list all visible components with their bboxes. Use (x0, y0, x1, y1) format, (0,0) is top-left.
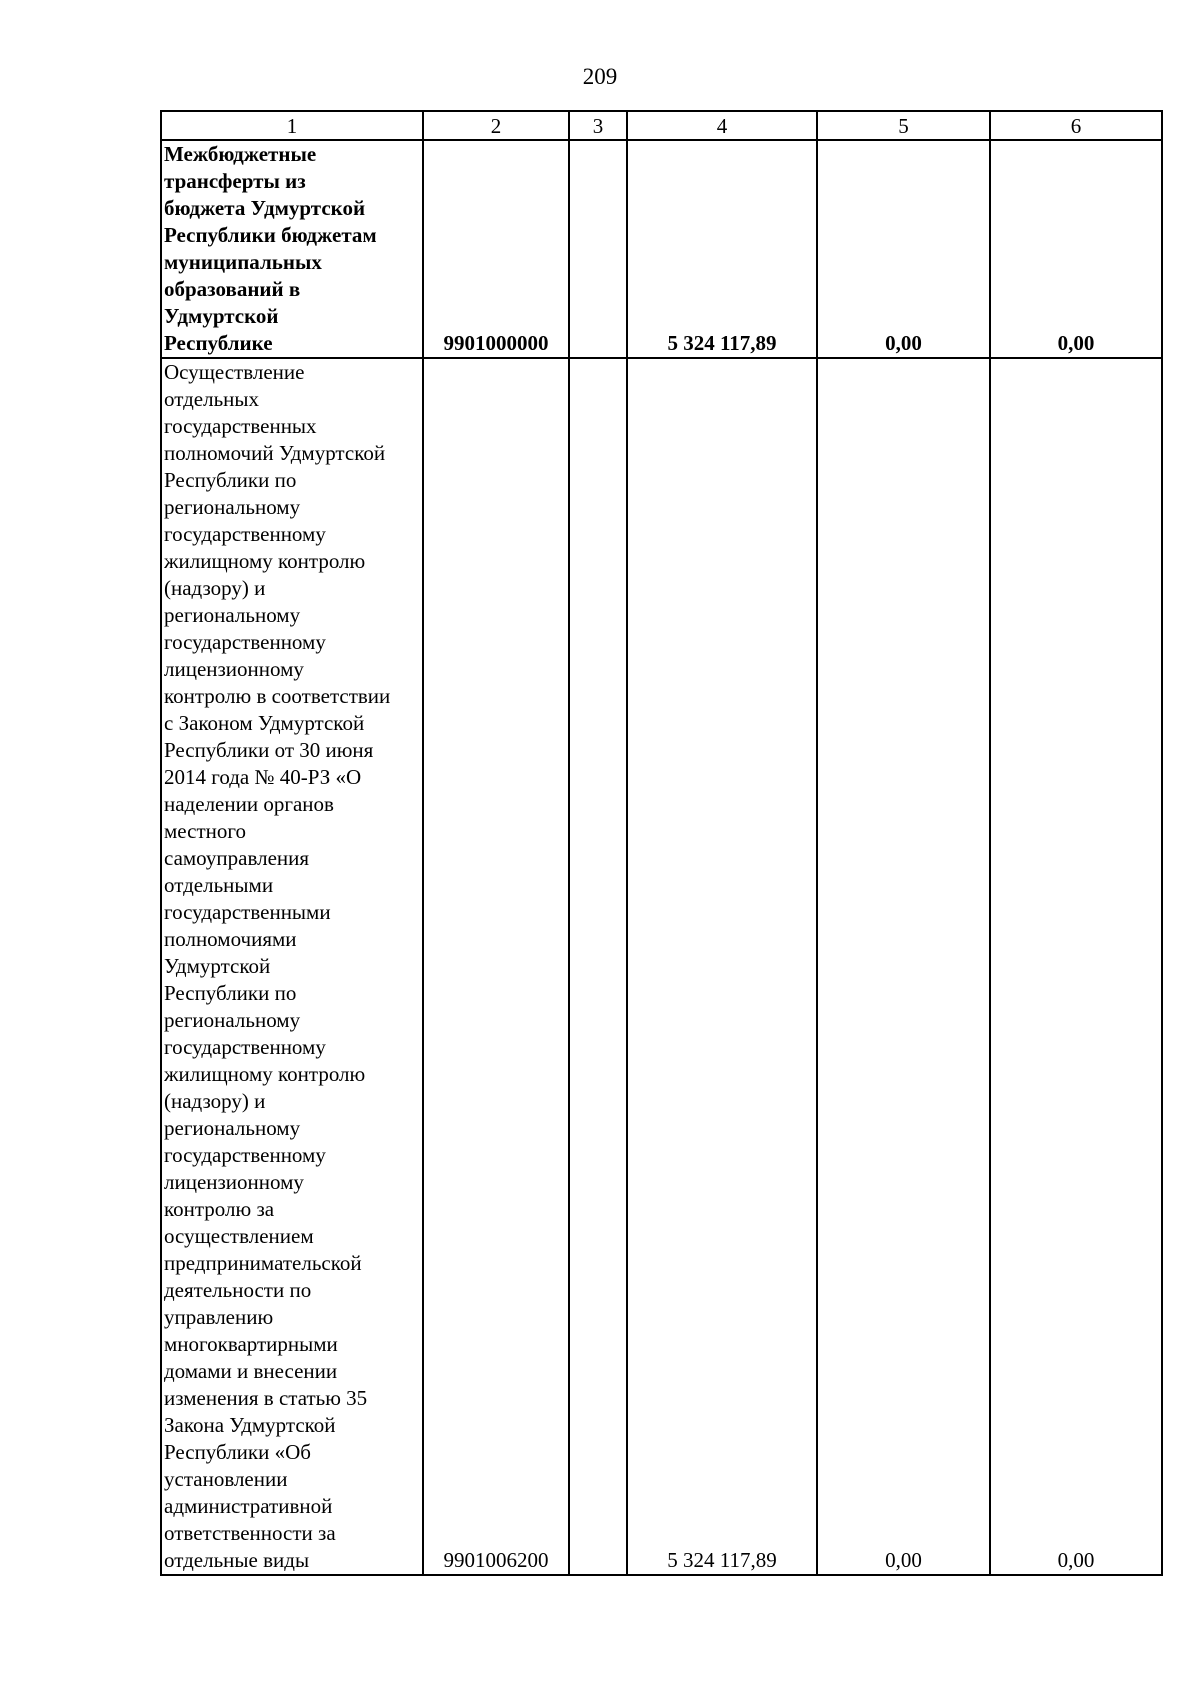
description-line: самоуправления (164, 846, 310, 870)
description-line: предпринимательской (164, 1251, 362, 1275)
description-line: Межбюджетные (164, 142, 317, 166)
description-line: местного (164, 819, 246, 843)
description-line: Республики бюджетам (164, 223, 377, 247)
header-cell-2: 2 (423, 111, 569, 140)
header-cell-5: 5 (817, 111, 990, 140)
description-line: региональному (164, 603, 301, 627)
description-line: лицензионному (164, 657, 304, 681)
description-line: Республики по (164, 468, 297, 492)
row-col6: 0,00 (990, 358, 1162, 1575)
description-line: ответственности за (164, 1521, 336, 1545)
description-line: региональному (164, 1008, 301, 1032)
budget-table (160, 110, 1163, 1576)
description-line: жилищному контролю (164, 1062, 366, 1086)
header-cell-1: 1 (161, 111, 423, 140)
description-line: государственному (164, 1143, 326, 1167)
description-line: управлению (164, 1305, 274, 1329)
description-line: государственному (164, 630, 326, 654)
description-line: (надзору) и (164, 1089, 266, 1113)
description-line: государственному (164, 522, 326, 546)
header-cell-4: 4 (627, 111, 817, 140)
description-line: образований в (164, 277, 301, 301)
row-amount: 5 324 117,89 (627, 140, 817, 358)
description-line: государственных (164, 414, 317, 438)
description-line: лицензионному (164, 1170, 304, 1194)
description-line: государственными (164, 900, 331, 924)
description-line: региональному (164, 1116, 301, 1140)
description-line: отдельные виды (164, 1548, 310, 1572)
description-line: отдельных (164, 387, 260, 411)
description-line: установлении (164, 1467, 288, 1491)
description-line: Закона Удмуртской (164, 1413, 336, 1437)
description-line: Удмуртской (164, 304, 279, 328)
description-line: отдельными (164, 873, 274, 897)
description-line: муниципальных (164, 250, 322, 274)
description-line: наделении органов (164, 792, 334, 816)
row-code: 9901006200 (423, 358, 569, 1575)
description-line: бюджета Удмуртской (164, 196, 366, 220)
row-code: 9901000000 (423, 140, 569, 358)
row-col6: 0,00 (990, 140, 1162, 358)
row-col5: 0,00 (817, 358, 990, 1575)
description-line: региональному (164, 495, 301, 519)
description-line: (надзору) и (164, 576, 266, 600)
description-line: трансферты из (164, 169, 306, 193)
header-cell-3: 3 (569, 111, 627, 140)
header-row (161, 111, 1162, 140)
row-type (569, 140, 627, 358)
row-description (161, 140, 423, 358)
description-line: государственному (164, 1035, 326, 1059)
description-line: Удмуртской (164, 954, 271, 978)
description-line: изменения в статью 35 (164, 1386, 368, 1410)
description-line: полномочиями (164, 927, 297, 951)
row-type (569, 358, 627, 1575)
description-line: Республики «Об (164, 1440, 311, 1464)
description-line: Республики от 30 июня (164, 738, 374, 762)
description-line: деятельности по (164, 1278, 312, 1302)
description-line: контролю за (164, 1197, 275, 1221)
description-line: многоквартирными (164, 1332, 338, 1356)
description-line: 2014 года № 40-РЗ «О (164, 765, 362, 789)
description-line: жилищному контролю (164, 549, 366, 573)
description-line: контролю в соответствии (164, 684, 391, 708)
description-line: полномочий Удмуртской (164, 441, 386, 465)
description-line: осуществлением (164, 1224, 314, 1248)
header-cell-6: 6 (990, 111, 1162, 140)
description-line: административной (164, 1494, 333, 1518)
table-row (161, 358, 1162, 1575)
table-row (161, 140, 1162, 358)
description-line: Республике (164, 331, 273, 355)
description-line: Осуществление (164, 360, 305, 384)
description-line: с Законом Удмуртской (164, 711, 365, 735)
page-number: 209 (582, 64, 618, 89)
description-line: Республики по (164, 981, 297, 1005)
row-amount: 5 324 117,89 (627, 358, 817, 1575)
row-col5: 0,00 (817, 140, 990, 358)
description-line: домами и внесении (164, 1359, 338, 1383)
row-description (161, 358, 423, 1575)
